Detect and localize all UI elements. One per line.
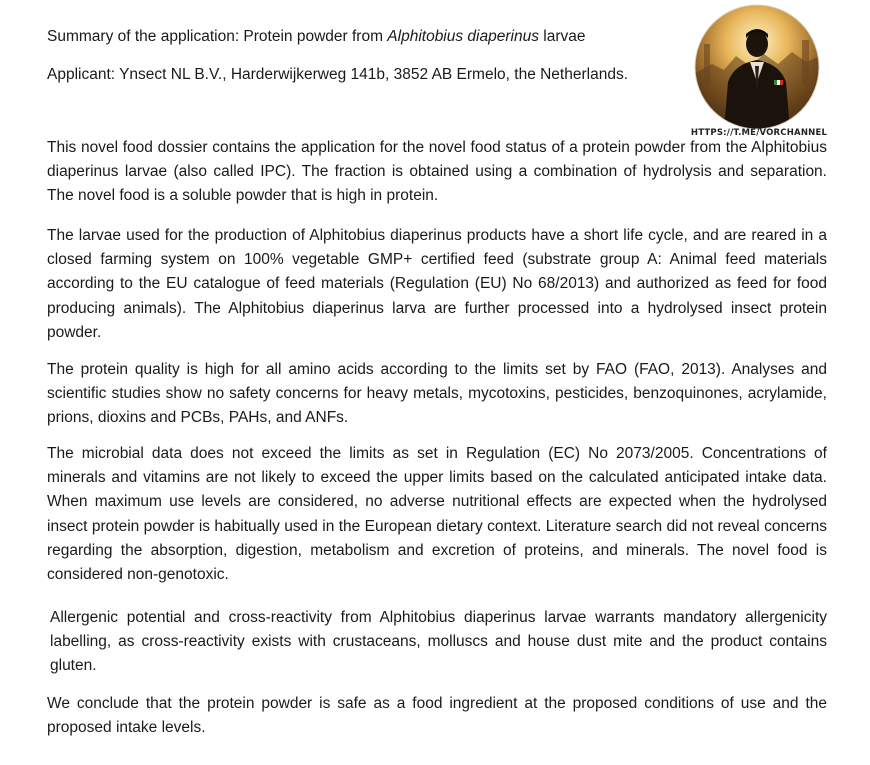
body-paragraph-6 [47, 692, 827, 740]
channel-link-caption: HTTPS://T.ME/VORCHANNEL [690, 128, 828, 138]
body-paragraph-5 [47, 606, 827, 679]
species-name: Alphitobius diaperinus [387, 28, 539, 45]
body-paragraph-3 [47, 358, 827, 431]
applicant-line: Applicant: Ynsect NL B.V., Harderwijkerweg 141b, 3852 AB Ermelo, the Netherlands. [47, 66, 629, 83]
paragraph-text: We conclude that the protein powder is safe as a food ingredient at the proposed conditions of use and the proposed intake levels. [47, 695, 827, 737]
paragraph-text: The protein quality is high for all amino acids according to the limits set by FAO (FAO, 2013). Analyses and scientific studies show no safety concerns for heavy metals, mycotoxins, pesticides, benzoquinones, acrylamide, prions, dioxins and PCBs, PAHs, and ANFs. [47, 361, 827, 427]
paragraph-text: The larvae used for the production of Alphitobius diaperinus products have a short life cycle, and are reared in a closed farming system on 100% vegetable GMP+ certified feed (substrate group A: Animal feed materials according to the EU catalogue of feed materials (Regulation (EU) No 68/2013) and authorized as feed for food producing animals). The Alphitobius diaperinus larva are further processed into a hydrolysed insect protein powder. [47, 227, 827, 341]
summary-heading [47, 27, 585, 47]
body-paragraph-2 [47, 224, 827, 345]
paragraph-text: This novel food dossier contains the application for the novel food status of a protein powder from the Alphitobius diaperinus larvae (also called IPC). The fraction is obtained using a combination of hydrolysis and separation. The novel food is a soluble powder that is high in protein. [47, 139, 827, 205]
channel-logo-badge [694, 4, 820, 130]
body-paragraph-1 [47, 136, 827, 209]
body-paragraph-4 [47, 442, 827, 587]
paragraph-text: Allergenic potential and cross-reactivity from Alphitobius diaperinus larvae warrants mandatory allergenicity labelling, as cross-reactivity exists with crustaceans, molluscs and house dust mite and the product contains gluten. [50, 609, 827, 675]
summary-prefix: Summary of the application: Protein powder from [47, 28, 388, 45]
summary-suffix: larvae [538, 28, 586, 45]
paragraph-text: The microbial data does not exceed the limits as set in Regulation (EC) No 2073/2005. Concentrations of minerals and vitamins are not likely to exceed the upper limits based on the calculated anticipated intake data. When maximum use levels are considered, no adverse nutritional effects are expected when the hydrolysed insect protein powder is habitually used in the European dietary context. Literature search did not reveal concerns regarding the absorption, digestion, metabolism and excretion of proteins, and minerals. The novel food is considered non-genotoxic. [47, 445, 827, 584]
